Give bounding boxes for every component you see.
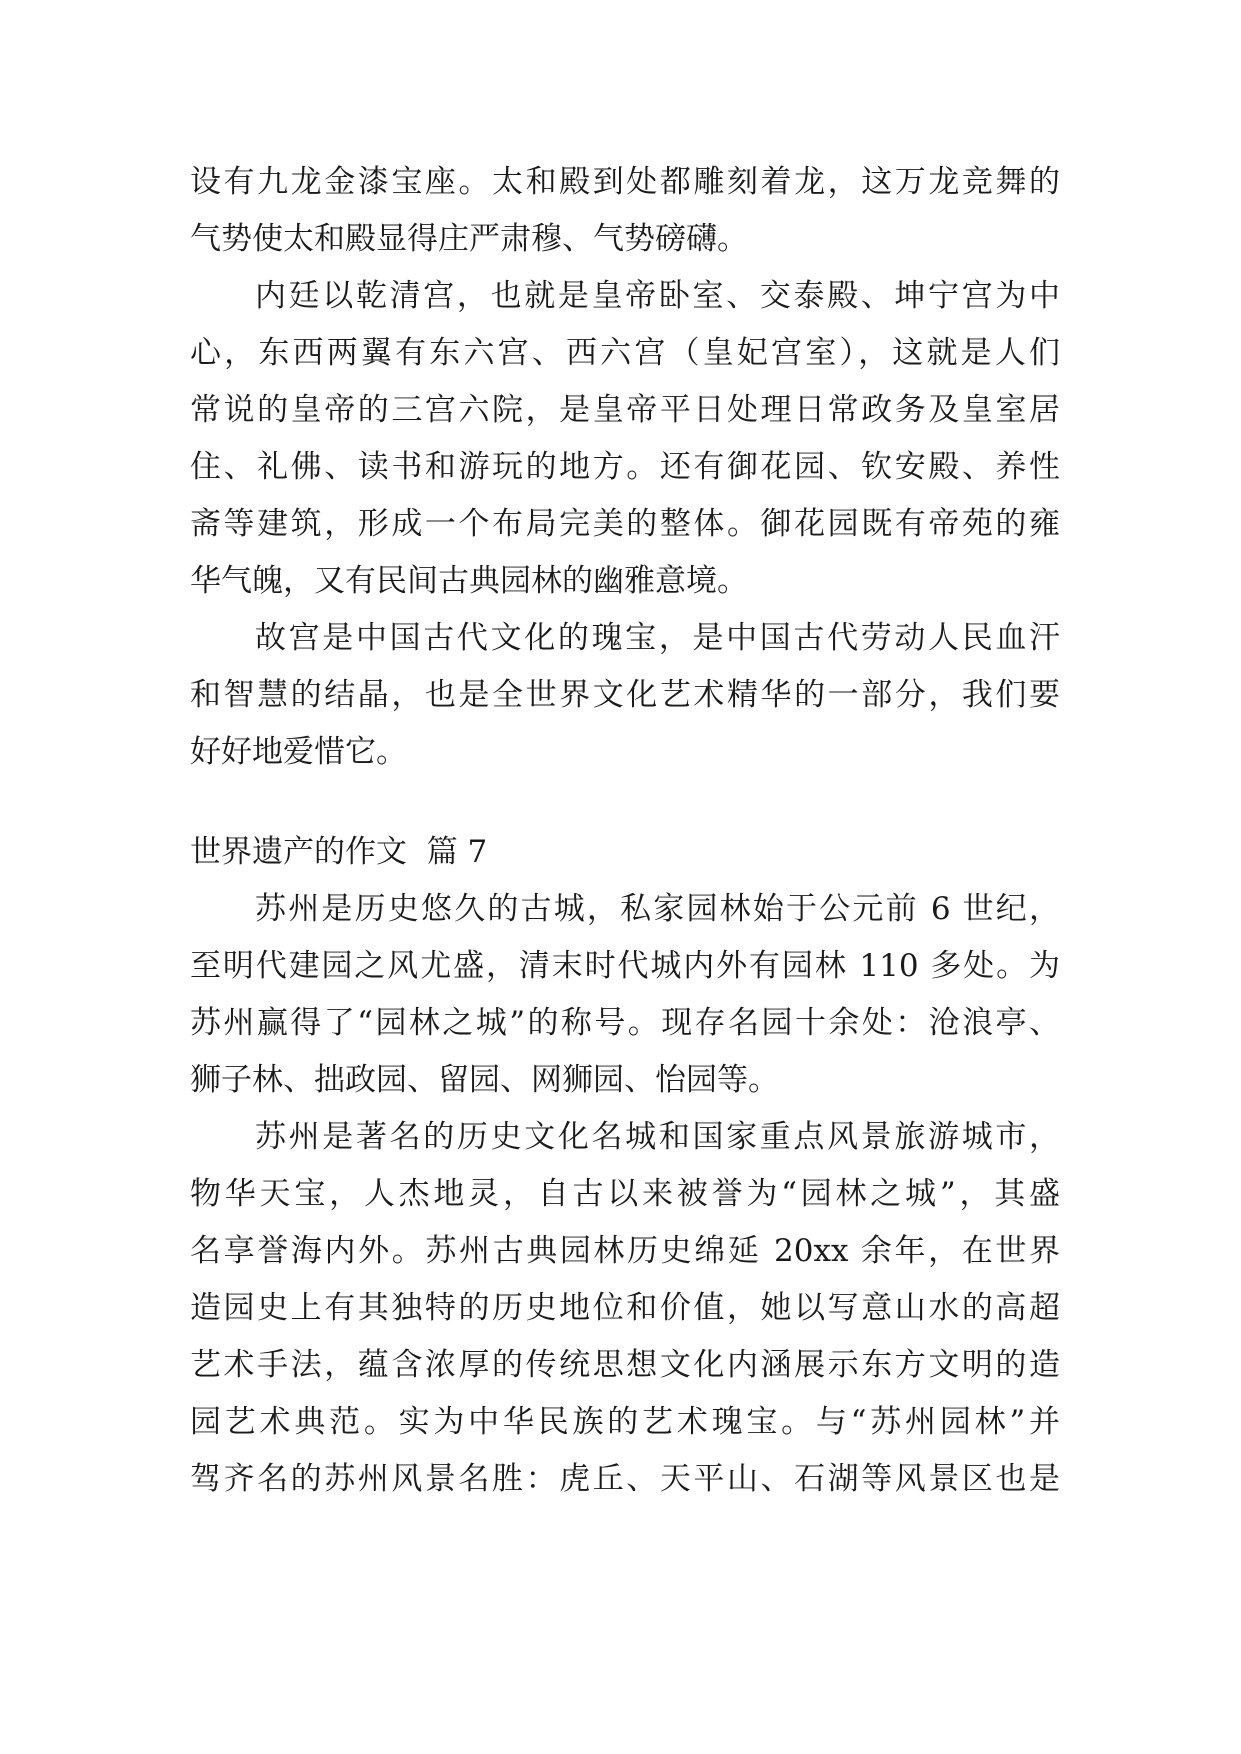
paragraph-line: 名享誉海内外。苏州古典园林历史绵延 20xx 余年，在世界 xyxy=(190,1233,1060,1269)
paragraph-line: 设有九龙金漆宝座。太和殿到处都雕刻着龙，这万龙竞舞的 xyxy=(190,164,1060,200)
paragraph-line: 好好地爱惜它。 xyxy=(190,734,407,770)
paragraph-line: 艺术手法，蕴含浓厚的传统思想文化内涵展示东方文明的造 xyxy=(190,1347,1060,1383)
paragraph-line: 斋等建筑，形成一个布局完美的整体。御花园既有帝苑的雍 xyxy=(190,506,1060,542)
paragraph-first-line: 故宫是中国古代文化的瑰宝，是中国古代劳动人民血汗 xyxy=(255,620,1060,656)
paragraph-line: 狮子林、拙政园、留园、网狮园、怡园等。 xyxy=(190,1062,779,1098)
paragraph-line: 和智慧的结晶，也是全世界文化艺术精华的一部分，我们要 xyxy=(190,677,1060,713)
paragraph-line: 苏州赢得了“园林之城”的称号。现存名园十余处：沧浪亭、 xyxy=(190,1005,1060,1041)
paragraph-line: 造园史上有其独特的历史地位和价值，她以写意山水的高超 xyxy=(190,1290,1060,1326)
paragraph-line: 驾齐名的苏州风景名胜：虎丘、天平山、石湖等风景区也是 xyxy=(190,1461,1060,1497)
paragraph-line: 住、礼佛、读书和游玩的地方。还有御花园、钦安殿、养性 xyxy=(190,449,1060,485)
paragraph-first-line: 苏州是著名的历史文化名城和国家重点风景旅游城市， xyxy=(255,1119,1060,1155)
paragraph-line: 园艺术典范。实为中华民族的艺术瑰宝。与“苏州园林”并 xyxy=(190,1404,1060,1440)
paragraph-line: 心，东西两翼有东六宫、西六宫（皇妃宫室），这就是人们 xyxy=(190,335,1060,371)
paragraph-line: 物华天宝，人杰地灵，自古以来被誉为“园林之城”，其盛 xyxy=(190,1176,1060,1212)
paragraph-first-line: 苏州是历史悠久的古城，私家园林始于公元前 6 世纪， xyxy=(255,891,1060,927)
paragraph-line: 华气魄，又有民间古典园林的幽雅意境。 xyxy=(190,563,748,599)
paragraph-line: 至明代建园之风尤盛，清末时代城内外有园林 110 多处。为 xyxy=(190,948,1060,984)
paragraph-first-line: 内廷以乾清宫，也就是皇帝卧室、交泰殿、坤宁宫为中 xyxy=(255,278,1060,314)
paragraph-line: 常说的皇帝的三宫六院，是皇帝平日处理日常政务及皇室居 xyxy=(190,392,1060,428)
section-heading: 世界遗产的作文 篇 7 xyxy=(190,834,488,870)
paragraph-line: 气势使太和殿显得庄严肃穆、气势磅礴。 xyxy=(190,221,748,257)
